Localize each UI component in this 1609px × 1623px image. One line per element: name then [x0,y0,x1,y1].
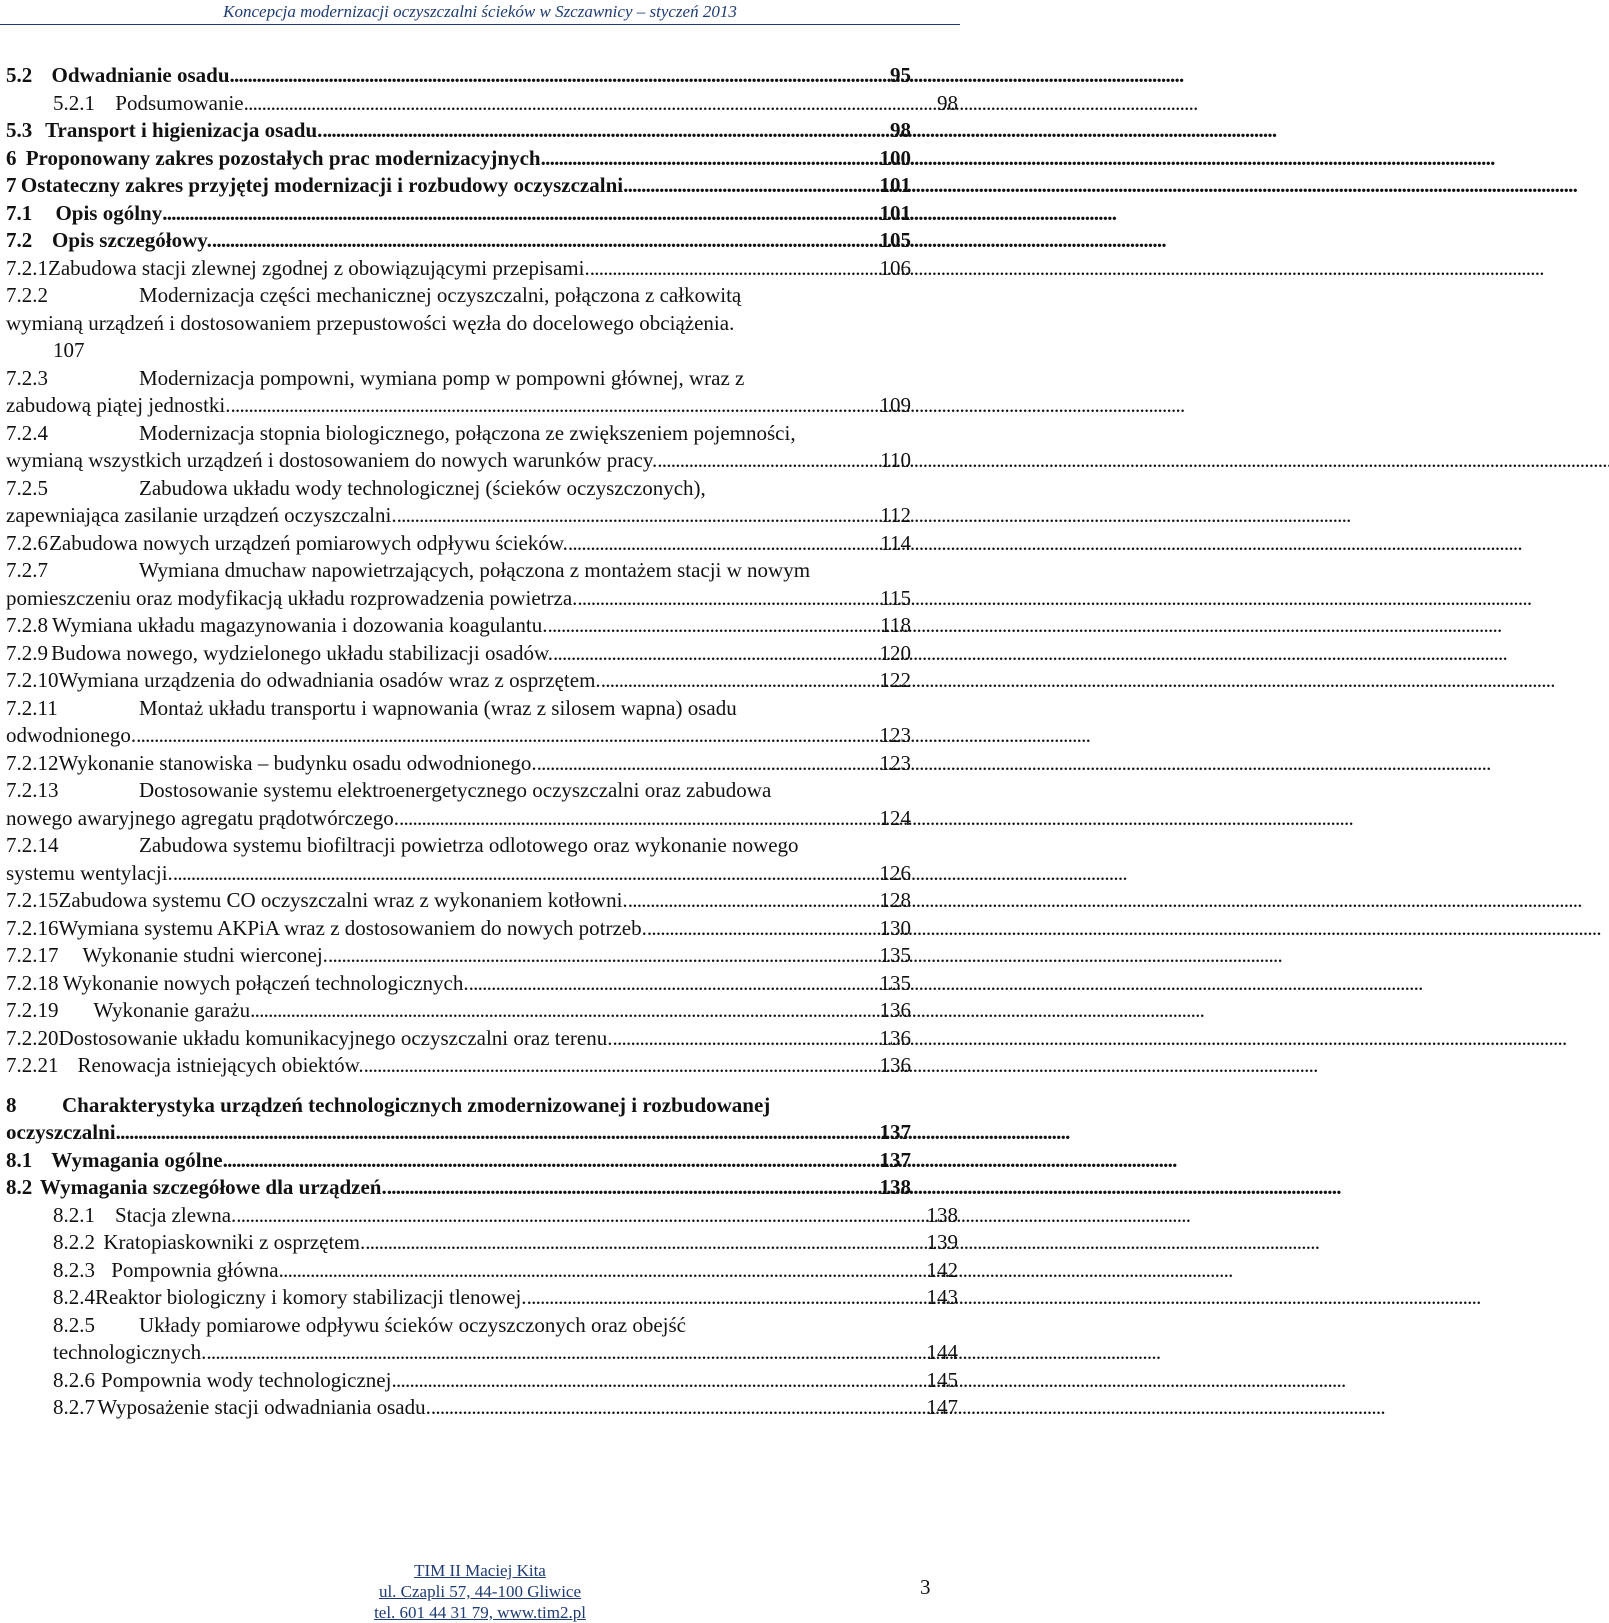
toc-entry[interactable] [0,1052,960,1080]
footer-contact[interactable]: tel. 601 44 31 79, www.tim2.pl [374,1603,586,1622]
toc-leader-dots [469,970,876,998]
toc-entry[interactable] [0,557,960,612]
toc-entry[interactable] [0,695,960,750]
toc-entry[interactable] [0,887,960,915]
toc-entry-number: 8.2.4 [53,1285,95,1309]
toc-leader-dots [548,612,877,640]
toc-entry[interactable] [0,365,960,420]
toc-entry[interactable] [0,667,960,695]
toc-entry-title: Transport i higienizacja osadu. [45,118,323,142]
toc-entry-number: 8.2.3 [53,1257,95,1282]
toc-leader-dots [236,1202,922,1230]
toc-entry[interactable] [0,145,960,173]
toc-entry[interactable] [0,942,960,970]
toc-entry-page: 110 [880,448,911,472]
toc-entry[interactable] [0,172,960,200]
toc-leader-dots [364,1052,876,1080]
toc-entry-title: Zabudowa układu wody technologicznej (ścieków oczyszczonych), [139,475,706,500]
footer-company[interactable]: TIM II Maciej Kita [414,1561,546,1580]
toc-leader-dots [541,145,876,173]
toc-leader-dots [601,667,876,695]
toc-entry[interactable] [0,1229,960,1257]
toc-entry-number: 7.2.17 [6,943,59,967]
header-rule [0,24,960,25]
page-footer [0,1560,960,1623]
toc-entry-page: 124 [879,805,911,830]
toc-entry-page: 137 [879,1120,911,1144]
toc-entry-title: Modernizacja części mechanicznej oczyszczalni, połączona z całkowitą [139,283,742,307]
toc-entry-title: technologicznych. [53,1340,207,1364]
toc-leader-dots [537,750,876,778]
toc-entry-page: 135 [879,970,911,995]
toc-entry-page: 143 [926,1285,958,1309]
toc-entry-title: Budowa nowego, wydzielonego układu stabilizacji osadów. [51,640,554,665]
toc-entry-title: Montaż układu transportu i wapnowania (wraz z silosem wapna) osadu [139,695,737,720]
toc-leader-dots [279,1257,923,1285]
toc-entry-title: Stacja zlewna. [115,1202,237,1227]
toc-entry[interactable] [0,282,960,365]
toc-leader-dots [230,62,886,90]
toc-leader-dots [173,860,876,888]
toc-entry[interactable] [0,62,960,90]
toc-entry[interactable] [0,1025,960,1053]
toc-entry-page: 130 [879,915,911,940]
toc-entry-title: Zabudowa stacji zlewnej zgodnej z obowiązującymi przepisami. [48,255,590,280]
toc-entry[interactable] [0,915,960,943]
toc-entry-number: 8.2.6 [53,1367,95,1392]
toc-entry-title: Wymiana systemu AKPiA wraz z dostosowaniem do nowych potrzeb. [58,915,647,940]
toc-entry-title: wymianą wszystkich urządzeń i dostosowaniem do nowych warunków pracy. [6,448,658,472]
toc-entry-number: 7.2.16 [6,915,59,940]
toc-entry-number: 7.2.1 [6,255,48,280]
toc-leader-dots [206,1339,922,1367]
toc-entry-page: 123 [879,750,911,775]
toc-entry-title: Renowacja istniejących obiektów. [77,1053,364,1077]
toc-entry[interactable] [0,475,960,530]
toc-entry-title: Wymagania szczegółowe dla urządzeń. [39,1175,387,1199]
toc-entry[interactable] [0,90,960,118]
toc-leader-dots [231,392,876,420]
toc-entry-title: wymianą urządzeń i dostosowaniem przepustowości węzła do docelowego obciążenia. [6,310,735,335]
toc-entry-number: 7.2.19 [6,998,59,1022]
toc-entry-page: 137 [879,1147,911,1172]
toc-entry-number: 7.1 [6,200,33,225]
toc-entry[interactable] [0,640,960,668]
toc-entry-title: Dostosowanie systemu elektroenergetycznego oczyszczalni oraz zabudowa [139,778,772,802]
toc-entry[interactable] [0,227,960,255]
toc-leader-dots [250,997,875,1025]
toc-entry-page: 123 [879,723,911,747]
toc-leader-dots [162,200,875,228]
toc-entry-number: 6 [6,145,17,170]
toc-entry-title: Zabudowa systemu CO oczyszczalni wraz z wykonaniem kotłowni. [58,888,628,912]
toc-leader-dots [397,502,877,530]
toc-entry[interactable] [0,750,960,778]
toc-entry-title: Pompownia główna [111,1257,279,1282]
toc-leader-dots [568,530,876,558]
toc-entry-title: Wykonanie garażu [93,998,251,1022]
toc-entry-title: Kratopiaskowniki z osprzętem. [103,1230,366,1254]
toc-entry-number: 7.2.13 [6,778,59,802]
toc-entry-title: Wymiana urządzenia do odwadniania osadów wraz z osprzętem. [58,668,601,692]
toc-entry-number: 7.2.7 [6,558,48,582]
toc-entry-title: Opis szczegółowy. [52,228,212,252]
toc-leader-dots [399,805,875,833]
toc-leader-dots [623,172,875,200]
toc-entry[interactable] [0,1147,960,1175]
toc-entry[interactable] [0,997,960,1025]
toc-entry[interactable] [0,1257,960,1285]
toc-entry-number: 7.2.10 [6,668,59,692]
toc-leader-dots [431,1394,923,1422]
toc-leader-dots [647,915,876,943]
toc-entry-page: 136 [879,998,911,1022]
toc-entry-title: Układy pomiarowe odpływu ścieków oczyszczonych oraz obejść [139,1312,686,1337]
toc-entry-title: oczyszczalni [6,1120,116,1144]
toc-entry-title: Charakterystyka urządzeń technologicznych zmodernizowanej i rozbudowanej [62,1092,771,1117]
toc-entry-page: 142 [926,1257,958,1282]
toc-entry[interactable] [0,1174,960,1202]
toc-entry-page: 98 [937,90,958,115]
toc-entry[interactable] [0,1312,960,1367]
toc-entry[interactable] [0,420,960,475]
toc-entry-number: 7.2.21 [6,1053,59,1077]
toc-entry-page: 138 [879,1175,911,1199]
toc-entry[interactable] [0,970,960,998]
toc-leader-dots [387,1174,876,1202]
toc-entry-title: Proponowany zakres pozostałych prac modernizacyjnych [25,145,541,170]
toc-entry-page: 95 [890,63,911,87]
toc-leader-dots [328,942,876,970]
toc-entry-page: 147 [926,1395,958,1419]
toc-entry-number: 8.2.5 [53,1312,95,1337]
toc-entry-title: Odwadnianie osadu [51,63,230,87]
toc-entry-page: 136 [879,1025,911,1050]
toc-entry-number: 5.3 [6,118,33,142]
toc-entry-title: Podsumowanie [115,90,244,115]
toc-entry-page: 139 [926,1230,958,1254]
toc-entry-number: 8 [6,1092,17,1117]
toc-entry-number: 7.2.20 [6,1025,59,1050]
toc-entry-number: 7 [6,173,17,197]
toc-entry-page: 114 [880,530,911,555]
toc-entry-number: 8.2 [6,1175,33,1199]
page-header: Koncepcja modernizacji oczyszczalni ścieków w Szczawnicy – styczeń 2013 [223,2,737,21]
toc-entry-page: 135 [879,943,911,967]
toc-entry-page: 115 [880,585,911,610]
toc-entry-title: Wykonanie stanowiska – budynku osadu odwodnionego. [58,750,537,775]
toc-entry-page: 101 [879,173,911,197]
toc-entry-number: 7.2 [6,228,33,252]
toc-entry[interactable] [0,200,960,228]
toc-entry-title: Pompownia wody technologicznej [100,1367,392,1392]
toc-entry-number: 8.2.1 [53,1202,95,1227]
toc-entry-title: Modernizacja pompowni, wymiana pomp w pompowni głównej, wraz z [139,365,745,390]
toc-leader-dots [612,1025,875,1053]
toc-entry-page: 101 [879,200,911,225]
toc-leader-dots [577,585,876,613]
toc-entry-title: Modernizacja stopnia biologicznego, połączona ze zwiększeniem pojemności, [139,420,796,445]
toc-entry-page: 100 [879,145,911,170]
toc-entry-page: 138 [926,1202,958,1227]
toc-leader-dots [391,1367,922,1395]
toc-entry[interactable] [0,1394,960,1422]
toc-entry-page: 112 [880,503,911,527]
toc-entry[interactable] [0,832,960,887]
toc-entry-title: zabudową piątej jednostki. [6,393,231,417]
toc-entry-title: Wykonanie nowych połączeń technologicznych. [62,970,469,995]
toc-leader-dots [244,90,933,118]
toc-entry-title: Reaktor biologiczny i komory stabilizacji tlenowej. [95,1285,527,1309]
toc-entry-page: 126 [879,860,911,885]
toc-entry[interactable] [0,1202,960,1230]
toc-entry-page: 128 [879,888,911,912]
toc-entry-page: 144 [926,1340,958,1364]
toc-entry-page: 109 [879,393,911,417]
toc-entry-title: odwodnionego. [6,723,137,747]
toc-entry-number: 7.2.3 [6,365,48,390]
toc-entry-number: 7.2.11 [6,695,58,720]
toc-entry[interactable] [0,1284,960,1312]
toc-entry-title: zapewniająca zasilanie urządzeń oczyszczalni. [6,503,397,527]
toc-entry-title: Wymiana dmuchaw napowietrzających, połączona z montażem stacji w nowym [139,558,811,582]
toc-entry-number: 8.2.2 [53,1230,95,1254]
toc-entry-page: 136 [879,1053,911,1077]
toc-entry-number: 8.1 [6,1147,33,1172]
toc-entry-title: Wymiana układu magazynowania i dozowania koagulantu. [51,613,548,637]
toc-entry-page: 105 [879,228,911,252]
toc-entry-number: 7.2.14 [6,833,59,857]
toc-entry-page: 107 [53,338,85,362]
toc-entry-page: 120 [879,640,911,665]
toc-leader-dots [590,255,876,283]
toc-entry-number: 5.2.1 [53,90,95,115]
toc-entry-number: 5.2 [6,63,33,87]
toc-entry-title: Zabudowa nowych urządzeń pomiarowych odpływu ścieków. [49,530,568,555]
page-number: 3 [920,1575,931,1599]
toc-entry-title: Zabudowa systemu biofiltracji powietrza odlotowego oraz wykonanie nowego [139,833,799,857]
toc-leader-dots [628,887,876,915]
toc-leader-dots [212,227,876,255]
toc-entry-number: 7.2.18 [6,970,59,995]
toc-entry-title: Dostosowanie układu komunikacyjnego oczyszczalni oraz terenu. [58,1025,613,1050]
toc-entry-title: Opis ogólny [55,200,163,225]
toc-entry-title: Wykonanie studni wierconej. [82,943,328,967]
toc-entry-number: 7.2.5 [6,475,48,500]
toc-leader-dots [657,447,876,475]
toc-entry-number: 7.2.9 [6,640,48,665]
toc-entry-number: 7.2.15 [6,888,59,912]
toc-entry-number: 7.2.12 [6,750,59,775]
toc-entry-title: Ostateczny zakres przyjętej modernizacji i rozbudowy oczyszczalni [20,173,624,197]
toc-entry-number: 7.2.8 [6,613,48,637]
toc-entry-page: 106 [879,255,911,280]
toc-entry[interactable] [0,255,960,283]
toc-leader-dots [223,1147,876,1175]
toc-entry[interactable] [0,1367,960,1395]
toc-entry-page: 122 [879,668,911,692]
toc-entry-number: 8.2.7 [53,1395,95,1419]
toc-entry-page: 98 [890,118,911,142]
toc-entry-page: 118 [880,613,911,637]
toc-entry-title: Wymagania ogólne [51,1147,223,1172]
table-of-contents [0,62,960,1422]
toc-leader-dots [527,1284,923,1312]
toc-entry[interactable] [0,530,960,558]
toc-leader-dots [116,1119,876,1147]
toc-leader-dots [365,1229,922,1257]
toc-entry-number: 7.2.6 [6,530,48,555]
toc-entry[interactable] [0,777,960,832]
toc-entry-title: Wyposażenie stacji odwadniania osadu. [97,1395,431,1419]
toc-entry-number: 7.2.2 [6,283,48,307]
footer-address[interactable]: ul. Czapli 57, 44-100 Gliwice [378,1582,582,1601]
toc-entry-title: pomieszczeniu oraz modyfikacją układu rozprowadzenia powietrza. [6,585,578,610]
toc-entry-title: nowego awaryjnego agregatu prądotwórczego. [6,805,400,830]
toc-entry[interactable] [0,612,960,640]
toc-entry-number: 7.2.4 [6,420,48,445]
toc-entry-title: systemu wentylacji. [6,860,173,885]
toc-entry-page: 145 [926,1367,958,1392]
toc-leader-dots [136,722,875,750]
toc-entry[interactable] [0,117,960,145]
toc-leader-dots [553,640,875,668]
toc-leader-dots [322,117,886,145]
toc-entry[interactable] [0,1092,960,1147]
